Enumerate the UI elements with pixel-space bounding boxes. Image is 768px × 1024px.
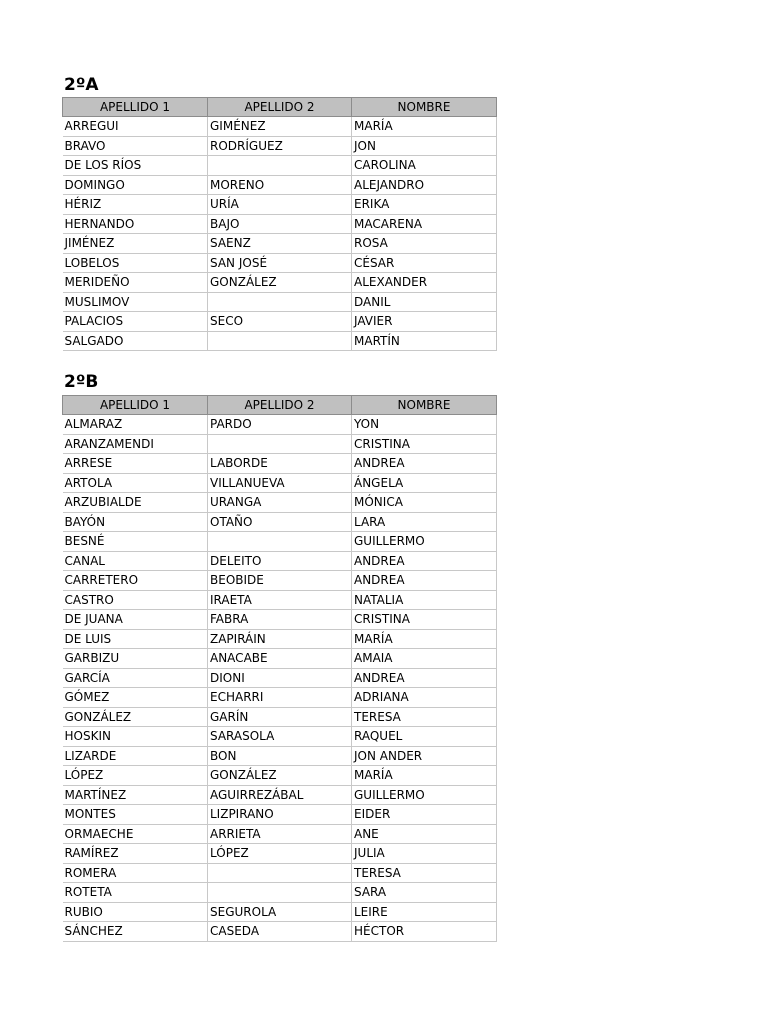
cell-apellido-2: URANGA [208,493,352,513]
cell-apellido-2: GONZÁLEZ [208,766,352,786]
table-row [63,512,497,532]
cell-apellido-2 [208,331,352,351]
cell-nombre: LARA [352,512,497,532]
cell-nombre: NATALIA [352,590,497,610]
cell-apellido-2: GARÍN [208,707,352,727]
table-row [63,473,497,493]
cell-apellido-1: MONTES [63,805,208,825]
cell-apellido-2: ANACABE [208,649,352,669]
cell-apellido-2: ZAPIRÁIN [208,629,352,649]
cell-apellido-1: MARTÍNEZ [63,785,208,805]
table-row [63,292,497,312]
table-row [63,824,497,844]
cell-apellido-1: DE LUIS [63,629,208,649]
student-table-2a [62,97,497,351]
cell-nombre: RAQUEL [352,727,497,747]
cell-apellido-1: GARCÍA [63,668,208,688]
cell-nombre: CÉSAR [352,253,497,273]
cell-nombre: ANDREA [352,668,497,688]
cell-apellido-2: BAJO [208,214,352,234]
table-row [63,766,497,786]
cell-apellido-1: HÉRIZ [63,195,208,215]
cell-nombre: CAROLINA [352,156,497,176]
cell-nombre: TERESA [352,707,497,727]
cell-nombre: MARÍA [352,629,497,649]
cell-apellido-2: SEGUROLA [208,902,352,922]
cell-apellido-2: LIZPIRANO [208,805,352,825]
cell-nombre: EIDER [352,805,497,825]
cell-apellido-2 [208,156,352,176]
cell-apellido-1: LOBELOS [63,253,208,273]
cell-apellido-2: AGUIRREZÁBAL [208,785,352,805]
cell-apellido-1: HERNANDO [63,214,208,234]
table-row [63,707,497,727]
cell-apellido-1: MUSLIMOV [63,292,208,312]
cell-apellido-1: MERIDEÑO [63,273,208,293]
table-row [63,590,497,610]
cell-apellido-2: PARDO [208,415,352,435]
cell-apellido-1: LÓPEZ [63,766,208,786]
table-row [63,331,497,351]
cell-apellido-2: ECHARRI [208,688,352,708]
cell-nombre: GUILLERMO [352,532,497,552]
cell-nombre: ANE [352,824,497,844]
cell-nombre: LEIRE [352,902,497,922]
table-row [63,668,497,688]
section-title-2a: 2ºA [64,75,99,95]
cell-nombre: ANDREA [352,571,497,591]
cell-apellido-2 [208,883,352,903]
cell-apellido-2: SAENZ [208,234,352,254]
cell-apellido-1: PALACIOS [63,312,208,332]
cell-apellido-1: BAYÓN [63,512,208,532]
table-row [63,883,497,903]
cell-apellido-2: MORENO [208,175,352,195]
cell-nombre: JON [352,136,497,156]
cell-nombre: JON ANDER [352,746,497,766]
table-row [63,629,497,649]
cell-apellido-1: JIMÉNEZ [63,234,208,254]
cell-nombre: JAVIER [352,312,497,332]
cell-apellido-2: GONZÁLEZ [208,273,352,293]
column-header-nombre: NOMBRE [352,396,497,415]
cell-apellido-2: CASEDA [208,922,352,942]
table-row [63,610,497,630]
cell-apellido-2: SAN JOSÉ [208,253,352,273]
section-title-2b: 2ºB [64,372,99,392]
cell-nombre: ANDREA [352,551,497,571]
cell-nombre: ÁNGELA [352,473,497,493]
table-row [63,195,497,215]
header-row [63,98,497,117]
table-row [63,863,497,883]
table-row [63,415,497,435]
table-row [63,571,497,591]
table-row [63,902,497,922]
cell-nombre: HÉCTOR [352,922,497,942]
header-row [63,396,497,415]
cell-nombre: GUILLERMO [352,785,497,805]
cell-apellido-2: DELEITO [208,551,352,571]
cell-nombre: MARTÍN [352,331,497,351]
cell-apellido-1: ARZUBIALDE [63,493,208,513]
table-row [63,493,497,513]
cell-nombre: YON [352,415,497,435]
table-row [63,136,497,156]
table-row [63,532,497,552]
cell-apellido-1: DE JUANA [63,610,208,630]
cell-apellido-1: DOMINGO [63,175,208,195]
cell-apellido-2: ARRIETA [208,824,352,844]
cell-apellido-1: ROMERA [63,863,208,883]
cell-apellido-2 [208,863,352,883]
cell-apellido-1: CASTRO [63,590,208,610]
column-header-apellido-2: APELLIDO 2 [208,98,352,117]
cell-apellido-1: ARTOLA [63,473,208,493]
cell-apellido-1: GÓMEZ [63,688,208,708]
cell-nombre: AMAIA [352,649,497,669]
cell-apellido-1: ARREGUI [63,117,208,137]
table-row [63,649,497,669]
cell-nombre: ALEJANDRO [352,175,497,195]
cell-nombre: CRISTINA [352,434,497,454]
cell-apellido-1: BRAVO [63,136,208,156]
table-row [63,234,497,254]
cell-apellido-1: ORMAECHE [63,824,208,844]
table-row [63,156,497,176]
table-row [63,454,497,474]
cell-apellido-1: SALGADO [63,331,208,351]
cell-nombre: CRISTINA [352,610,497,630]
cell-apellido-2: RODRÍGUEZ [208,136,352,156]
column-header-nombre: NOMBRE [352,98,497,117]
cell-apellido-2 [208,532,352,552]
cell-apellido-2: URÍA [208,195,352,215]
cell-nombre: ADRIANA [352,688,497,708]
cell-apellido-2: BEOBIDE [208,571,352,591]
cell-apellido-1: CARRETERO [63,571,208,591]
table-row [63,727,497,747]
cell-apellido-1: ARANZAMENDI [63,434,208,454]
cell-apellido-1: DE LOS RÍOS [63,156,208,176]
cell-apellido-1: LIZARDE [63,746,208,766]
cell-apellido-1: HOSKIN [63,727,208,747]
cell-apellido-1: RUBIO [63,902,208,922]
cell-nombre: JULIA [352,844,497,864]
cell-nombre: ROSA [352,234,497,254]
table-row [63,785,497,805]
cell-apellido-2: DIONI [208,668,352,688]
table-row [63,117,497,137]
cell-nombre: MÓNICA [352,493,497,513]
cell-apellido-2: BON [208,746,352,766]
table-row [63,312,497,332]
cell-apellido-2: FABRA [208,610,352,630]
table-row [63,688,497,708]
table-row [63,175,497,195]
table-row [63,253,497,273]
table-row [63,746,497,766]
student-table-2b [62,395,497,942]
cell-apellido-1: GARBIZU [63,649,208,669]
cell-nombre: ANDREA [352,454,497,474]
cell-apellido-2: VILLANUEVA [208,473,352,493]
column-header-apellido-2: APELLIDO 2 [208,396,352,415]
cell-nombre: ALEXANDER [352,273,497,293]
cell-nombre: MARÍA [352,117,497,137]
column-header-apellido-1: APELLIDO 1 [63,98,208,117]
cell-nombre: SARA [352,883,497,903]
cell-apellido-2: LÓPEZ [208,844,352,864]
cell-apellido-1: RAMÍREZ [63,844,208,864]
cell-apellido-1: SÁNCHEZ [63,922,208,942]
table-row [63,805,497,825]
cell-apellido-2: LABORDE [208,454,352,474]
table-row [63,922,497,942]
table-row [63,434,497,454]
cell-nombre: DANIL [352,292,497,312]
table-row [63,273,497,293]
cell-apellido-1: BESNÉ [63,532,208,552]
cell-nombre: MACARENA [352,214,497,234]
cell-apellido-2: IRAETA [208,590,352,610]
cell-apellido-2 [208,434,352,454]
cell-nombre: MARÍA [352,766,497,786]
cell-apellido-1: ROTETA [63,883,208,903]
cell-apellido-1: GONZÁLEZ [63,707,208,727]
column-header-apellido-1: APELLIDO 1 [63,396,208,415]
cell-nombre: ERIKA [352,195,497,215]
cell-apellido-1: CANAL [63,551,208,571]
cell-apellido-2: SECO [208,312,352,332]
table-row [63,214,497,234]
cell-apellido-1: ARRESE [63,454,208,474]
cell-apellido-2: SARASOLA [208,727,352,747]
cell-nombre: TERESA [352,863,497,883]
cell-apellido-1: ALMARAZ [63,415,208,435]
cell-apellido-2: GIMÉNEZ [208,117,352,137]
cell-apellido-2 [208,292,352,312]
table-row [63,844,497,864]
table-row [63,551,497,571]
cell-apellido-2: OTAÑO [208,512,352,532]
